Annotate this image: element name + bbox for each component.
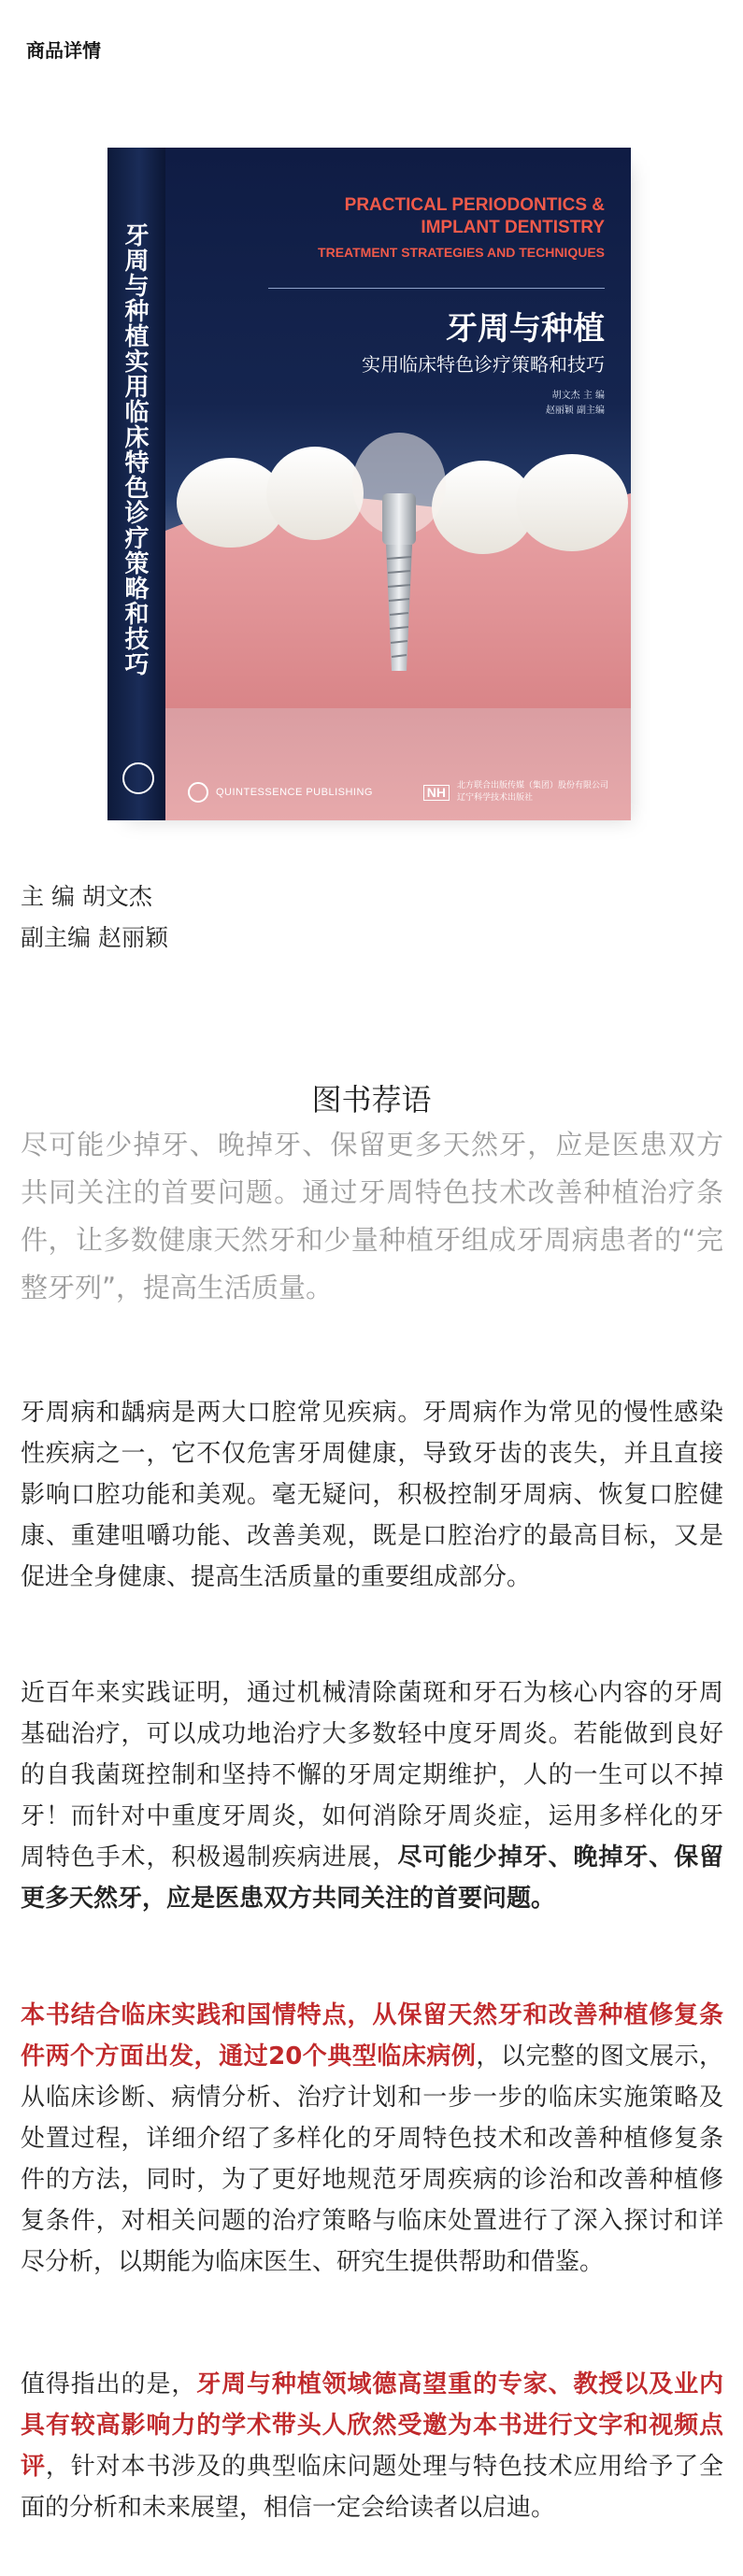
body-paragraph-4: 值得指出的是，牙周与种植领域德高望重的专家、教授以及业内具有较高影响力的学术带头人欣然受邀为本书进行文字和视频点评，针对本书涉及的典型临床问题处理与特色技术应用给予了全面的分析和未来展望，相信一定会给读者以启迪。 bbox=[21, 2370, 723, 2522]
nh-publisher-logo: NH bbox=[423, 785, 450, 801]
cover-english-title: PRACTICAL PERIODONTICS & IMPLANT DENTISTRY TREATMENT STRATEGIES AND TECHNIQUES bbox=[318, 195, 605, 260]
chief-editor: 主 编 胡文杰 bbox=[21, 883, 152, 910]
recommend-title: 图书荐语 bbox=[311, 1082, 432, 1117]
emphasis-red: 本书结合临床实践和国情特点，从保留天然牙和改善种植修复条件两个方面出发，通过20个典型临床病例 bbox=[21, 2001, 723, 2071]
book-spine bbox=[107, 148, 165, 820]
cover-publisher-bar bbox=[165, 764, 631, 820]
book-cover-image bbox=[107, 148, 631, 820]
body-paragraph-2: 近百年来实践证明，通过机械清除菌斑和牙石为核心内容的牙周基础治疗，可以成功地治疗大多数轻中度牙周炎。若能做到良好的自我菌斑控制和坚持不懈的牙周定期维护，人的一生可以不掉牙！而针对中重度牙周炎，如何消除牙周炎症，运用多样化的牙周特色手术，积极遏制疾病进展，尽可能少掉牙、晚掉牙、保留更多天然牙，应是医患双方共同关注的首要问题。 bbox=[21, 1679, 723, 1913]
cover-chinese-subtitle: 实用临床特色诊疗策略和技巧 bbox=[362, 353, 605, 376]
emphasis-bold: 尽可能少掉牙、晚掉牙、保留更多天然牙，应是医患双方共同关注的首要问题。 bbox=[21, 1843, 723, 1913]
teeth-implant-illustration bbox=[165, 391, 631, 708]
body-paragraph-1: 牙周病和龋病是两大口腔常见疾病。牙周病作为常见的慢性感染性疾病之一，它不仅危害牙周健康，导致牙齿的丧失，并且直接影响口腔功能和美观。毫无疑问，积极控制牙周病、恢复口腔健康、重建咀嚼功能、改善美观，既是口腔治疗的最高目标，又是促进全身健康、提高生活质量的重要组成部分。 bbox=[21, 1399, 723, 1591]
cover-divider bbox=[268, 288, 605, 289]
spine-logo-icon bbox=[122, 762, 154, 794]
recommend-lead: 尽可能少掉牙、晚掉牙、保留更多天然牙，应是医患双方共同关注的首要问题。通过牙周特色技术改善种植治疗条件，让多数健康天然牙和少量种植牙组成牙周病患者的“完整牙列”，提高生活质量。 bbox=[21, 1129, 723, 1303]
cover-authors: 胡文杰 主 编 赵丽颖 副主编 bbox=[545, 391, 605, 416]
book-front-cover bbox=[165, 148, 631, 820]
page-header-title: 商品详情 bbox=[26, 39, 101, 62]
body-paragraph-3: 本书结合临床实践和国情特点，从保留天然牙和改善种植修复条件两个方面出发，通过20个典型临床病例，以完整的图文展示，从临床诊断、病情分析、治疗计划和一步一步的临床实施策略及处置过程，详细介绍了多样化的牙周特色技术和改善种植修复条件的方法，同时，为了更好地规范牙周疾病的诊治和改善种植修复条件，对相关问题的治疗策略与临床处置进行了深入探讨和详尽分析，以期能为临床医生、研究生提供帮助和借鉴。 bbox=[21, 2001, 723, 2276]
publisher-info: NH 北方联合出版传媒（集团）股份有限公司 辽宁科学技术出版社 bbox=[423, 780, 608, 804]
deputy-editor: 副主编 赵丽颖 bbox=[21, 924, 168, 951]
cover-chinese-title: 牙周与种植 bbox=[446, 310, 605, 348]
spine-title: 牙周与种植实用临床特色诊疗策略和技巧 bbox=[121, 222, 149, 676]
quintessence-logo-icon bbox=[188, 782, 208, 803]
emphasis-red: 牙周与种植领域德高望重的专家、教授以及业内具有较高影响力的学术带头人欣然受邀为本书进行文字和视频点评 bbox=[21, 2370, 723, 2481]
quintessence-logo: QUINTESSENCE PUBLISHING bbox=[188, 782, 373, 803]
